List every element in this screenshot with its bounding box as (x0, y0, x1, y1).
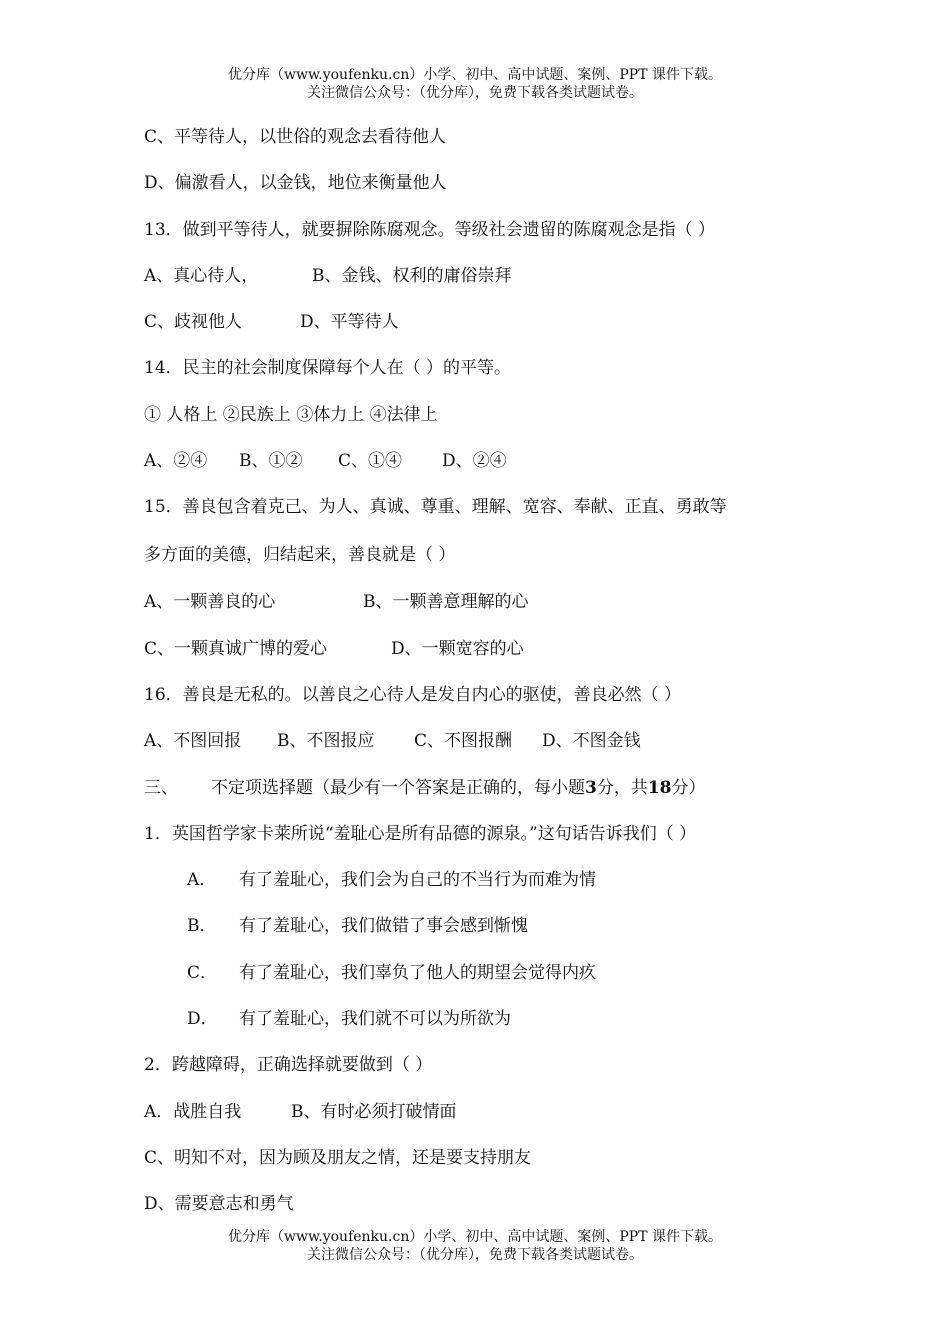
section-3-heading (144, 773, 824, 819)
s3q1-option-c-label: C． (187, 962, 218, 983)
s3q1-option-c (144, 958, 824, 1004)
q15-options-ab (144, 587, 824, 633)
header-line-1: 优分库（www.youfenku.cn）小学、初中、高中试题、案例、PPT 课件下载。 (227, 67, 722, 83)
s3q1-option-d (144, 1004, 824, 1050)
q14-items: ① 人格上 ②民族上 ③体力上 ④法律上 (144, 404, 438, 425)
s3q1-option-c-text: 有了羞耻心，我们辜负了他人的期望会觉得内疚 (239, 962, 596, 983)
q13-option-d: D、平等待人 (300, 312, 399, 333)
q14-option-b: B、①② (239, 451, 303, 472)
section-3-title-pre: 不定项选择题（最少有一个答案是正确的，每小题 (211, 777, 585, 798)
q13-options-cd (144, 307, 824, 353)
q15-stem-line-2: 多方面的美德，归结起来，善良就是（ ） (144, 544, 456, 565)
q16-option-b: B、不图报应 (277, 731, 375, 752)
s3q2-stem: 2．跨越障碍，正确选择就要做到（ ） (144, 1055, 433, 1076)
q13-option-a: A、真心待人， (144, 265, 259, 286)
section-3-number: 三、 (144, 777, 178, 798)
q14-options (144, 446, 824, 492)
q16-option-c: C、不图报酬 (414, 731, 513, 752)
header-line-2: 关注微信公众号：（优分库），免费下载各类试题试卷。 (307, 85, 643, 101)
section-3-title-mid: 分，共 (596, 777, 648, 798)
q14-stem: 14．民主的社会制度保障每个人在（ ）的平等。 (144, 358, 512, 379)
s3q1-option-b-text: 有了羞耻心，我们做错了事会感到惭愧 (239, 916, 528, 937)
q14-option-c: C、①④ (338, 451, 403, 472)
section-3-title-post: 分） (671, 777, 706, 798)
q14-option-d: D、②④ (442, 451, 507, 472)
q13-options-ab (144, 261, 824, 307)
q16-option-d: D、不图金钱 (542, 731, 641, 752)
s3q2-option-b: B、有时必须打破情面 (291, 1101, 457, 1122)
section-3-points-each: 3 (585, 777, 597, 798)
page-header (0, 66, 950, 102)
s3q1-option-a-label: A． (187, 870, 217, 891)
q15-options-cd (144, 634, 824, 680)
s3q1-option-d-text: 有了羞耻心，我们就不可以为所欲为 (239, 1009, 511, 1030)
s3q2-options-ab (144, 1097, 824, 1143)
q16-stem: 16．善良是无私的。以善良之心待人是发自内心的驱使，善良必然（ ） (144, 684, 682, 705)
document-body (144, 122, 824, 1236)
s3q1-option-a (144, 865, 824, 911)
section-3-points-total: 18 (647, 777, 672, 798)
s3q2-option-c: C、明知不对，因为顾及朋友之情，还是要支持朋友 (144, 1147, 532, 1168)
s3q1-option-b (144, 911, 824, 957)
q15-option-c: C、一颗真诚广博的爱心 (144, 638, 328, 659)
q13-option-c: C、歧视他人 (144, 312, 243, 333)
q14-option-a: A、②④ (144, 451, 208, 472)
q12-option-d: D、偏激看人，以金钱，地位来衡量他人 (144, 173, 447, 194)
footer-line-2: 关注微信公众号：（优分库），免费下载各类试题试卷。 (307, 1247, 643, 1263)
s3q1-option-a-text: 有了羞耻心，我们会为自己的不当行为而难为情 (239, 870, 596, 891)
q15-stem-line-1: 15．善良包含着克己、为人、真诚、尊重、理解、宽容、奉献、正直、勇敢等 (144, 497, 727, 518)
q16-options (144, 726, 824, 772)
s3q1-option-d-label: D． (187, 1009, 218, 1030)
q15-option-d: D、一颗宽容的心 (391, 638, 524, 659)
q13-stem: 13．做到平等待人，就要摒除陈腐观念。等级社会遗留的陈腐观念是指（ ） (144, 219, 716, 240)
s3q2-option-d: D、需要意志和勇气 (144, 1194, 294, 1215)
q15-option-b: B、一颗善意理解的心 (363, 592, 529, 613)
s3q1-stem: 1．英国哲学家卡莱所说“羞耻心是所有品德的源泉。”这句话告诉我们（ ） (144, 823, 697, 844)
footer-line-1: 优分库（www.youfenku.cn）小学、初中、高中试题、案例、PPT 课件下载。 (227, 1229, 722, 1245)
q16-option-a: A、不图回报 (144, 731, 242, 752)
q13-option-b: B、金钱、权利的庸俗崇拜 (312, 265, 512, 286)
page-footer (0, 1228, 950, 1264)
s3q2-option-a: A．战胜自我 (144, 1101, 242, 1122)
s3q1-option-b-label: B． (187, 916, 217, 937)
q15-option-a: A、一颗善良的心 (144, 592, 276, 613)
q12-option-c: C、平等待人，以世俗的观念去看待他人 (144, 127, 447, 147)
